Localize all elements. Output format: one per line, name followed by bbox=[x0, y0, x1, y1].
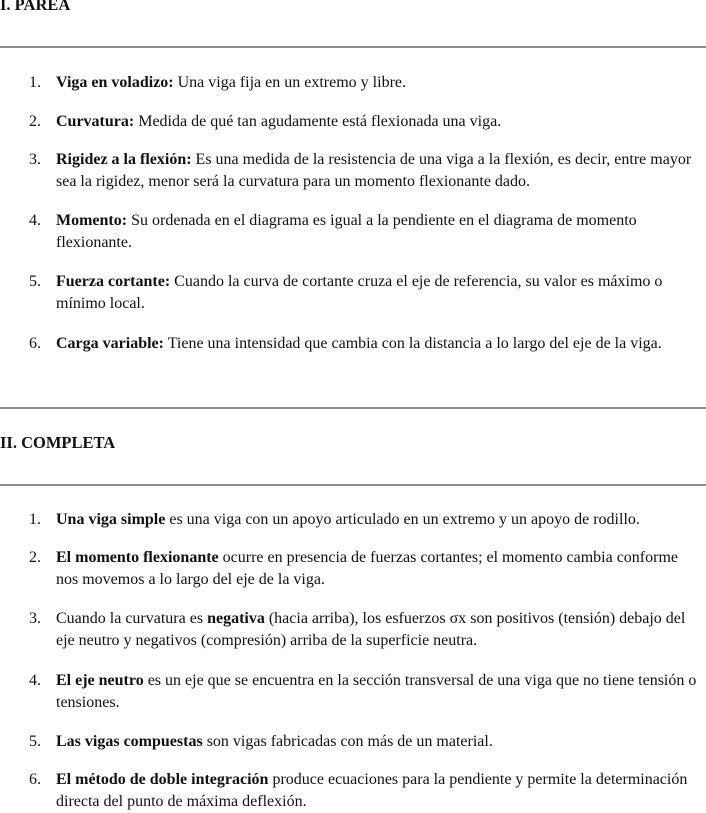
item-suffix: (hacia arriba), los esfuerzos σx son positivos (tensión) debajo del eje neutro y negativos (compresión) arriba de la superficie neutra. bbox=[56, 610, 686, 649]
item-number: 5. bbox=[29, 733, 41, 750]
item-text bbox=[56, 72, 699, 94]
list-item bbox=[29, 333, 699, 355]
item-text bbox=[56, 670, 699, 714]
item-number: 6. bbox=[29, 335, 41, 352]
item-text bbox=[56, 333, 699, 355]
item-number: 1. bbox=[29, 74, 41, 91]
item-term: Carga variable: bbox=[56, 335, 164, 352]
item-definition: Cuando la curva de cortante cruza el eje de referencia, su valor es máximo o mínimo local. bbox=[56, 273, 663, 312]
item-definition: Medida de qué tan agudamente está flexionada una viga. bbox=[134, 113, 502, 130]
item-number: 2. bbox=[29, 549, 41, 566]
item-definition: Es una medida de la resistencia de una viga a la flexión, es decir, entre mayor sea la rigidez, menor será la curvatura para un momento flexionante dado. bbox=[56, 151, 692, 190]
list-item bbox=[29, 731, 699, 753]
item-term: Viga en voladizo: bbox=[56, 74, 174, 91]
item-text bbox=[56, 149, 699, 193]
item-term: Curvatura: bbox=[56, 113, 135, 130]
item-answer: El eje neutro bbox=[56, 672, 144, 689]
item-number: 3. bbox=[29, 610, 41, 627]
item-number: 2. bbox=[29, 113, 41, 130]
item-suffix: es un eje que se encuentra en la sección transversal de una viga que no tiene tensión o tensiones. bbox=[56, 672, 697, 711]
item-text bbox=[56, 111, 699, 133]
list-item bbox=[29, 769, 699, 813]
item-number: 6. bbox=[29, 771, 41, 788]
item-number: 4. bbox=[29, 672, 41, 689]
list-item bbox=[29, 547, 699, 591]
item-text bbox=[56, 210, 699, 254]
section-heading-parea: I. PAREA bbox=[0, 0, 71, 14]
item-text bbox=[56, 731, 699, 753]
list-item bbox=[29, 670, 699, 714]
section-heading-completa: II. COMPLETA bbox=[0, 433, 116, 452]
list-item bbox=[29, 72, 699, 94]
list-item bbox=[29, 271, 699, 315]
section-divider bbox=[0, 46, 706, 48]
item-answer: El momento flexionante bbox=[56, 549, 219, 566]
item-number: 5. bbox=[29, 273, 41, 290]
item-answer: negativa bbox=[207, 610, 265, 627]
item-answer: El método de doble integración bbox=[56, 771, 269, 788]
item-term: Rigidez a la flexión: bbox=[56, 151, 192, 168]
list-item bbox=[29, 210, 699, 254]
item-answer: Una viga simple bbox=[56, 511, 166, 528]
item-text bbox=[56, 608, 699, 652]
item-definition: Una viga fija en un extremo y libre. bbox=[173, 74, 406, 91]
list-item bbox=[29, 608, 699, 652]
item-suffix: produce ecuaciones para la pendiente y permite la determinación directa del punto de máxima deflexión. bbox=[56, 771, 688, 810]
list-item bbox=[29, 149, 699, 193]
item-text bbox=[56, 509, 699, 531]
item-definition: Tiene una intensidad que cambia con la distancia a lo largo del eje de la viga. bbox=[163, 335, 662, 352]
item-term: Fuerza cortante: bbox=[56, 273, 171, 290]
item-suffix: son vigas fabricadas con más de un material. bbox=[202, 733, 493, 750]
item-text bbox=[56, 769, 699, 813]
item-text bbox=[56, 547, 699, 591]
list-item bbox=[29, 509, 699, 531]
item-suffix: es una viga con un apoyo articulado en un extremo y un apoyo de rodillo. bbox=[165, 511, 640, 528]
item-answer: Las vigas compuestas bbox=[56, 733, 203, 750]
item-number: 3. bbox=[29, 151, 41, 168]
item-text bbox=[56, 271, 699, 315]
item-prefix: Cuando la curvatura es bbox=[56, 610, 208, 627]
section-divider bbox=[0, 484, 706, 486]
item-suffix: ocurre en presencia de fuerzas cortantes; el momento cambia conforme nos movemos a lo largo del eje de la viga. bbox=[56, 549, 678, 588]
item-number: 1. bbox=[29, 511, 41, 528]
list-item bbox=[29, 111, 699, 133]
item-term: Momento: bbox=[56, 212, 128, 229]
item-number: 4. bbox=[29, 212, 41, 229]
item-definition: Su ordenada en el diagrama es igual a la pendiente en el diagrama de momento flexionante. bbox=[56, 212, 637, 251]
section-divider bbox=[0, 407, 706, 409]
